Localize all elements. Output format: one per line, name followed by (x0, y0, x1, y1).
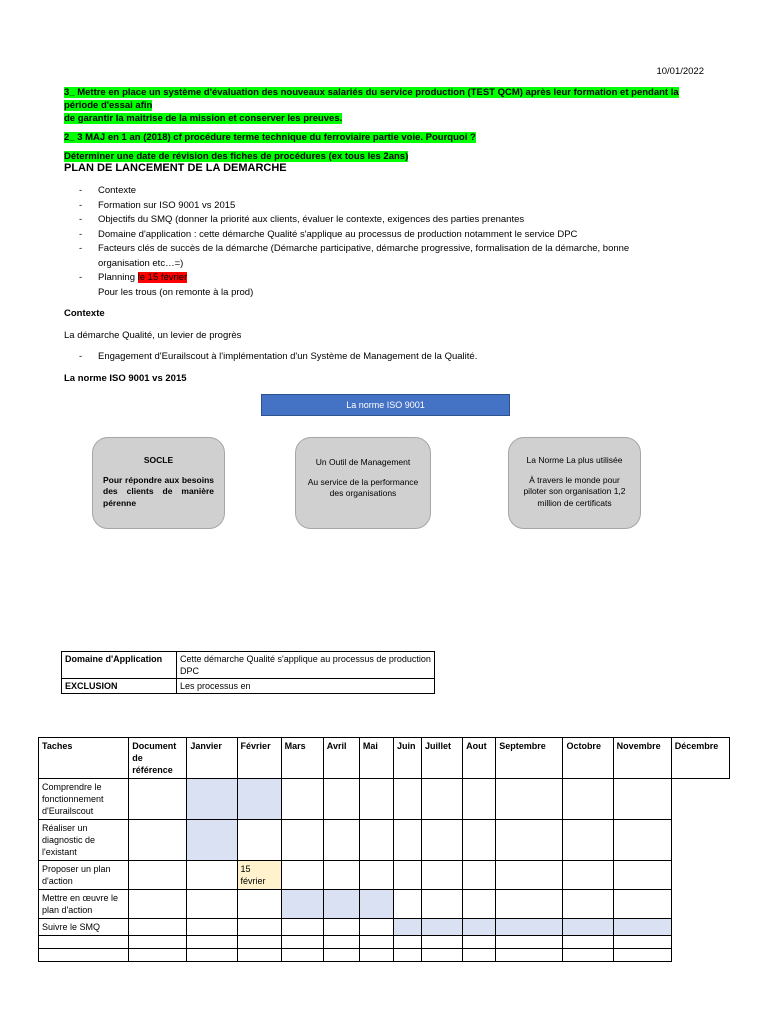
note-3: Déterminer une date de révision des fiches de procédures (ex tous les 2ans) (64, 151, 409, 162)
contexte-title: Contexte (64, 308, 105, 319)
schedule-cell (463, 779, 496, 820)
card-body: À travers le monde pour piloter son organisation 1,2 million de certificats (523, 474, 626, 508)
table-row (39, 936, 730, 949)
contexte-bullet: - Engagement d'Eurailscout à l'implémentation d'un Système de Management de la Qualité. (79, 351, 478, 362)
contexte-para: La démarche Qualité, un levier de progrès (64, 330, 242, 341)
schedule-cell (422, 949, 463, 962)
note-1-cont: de garantir la maitrise de la mission et conserver les preuves. (64, 113, 343, 124)
column-header: Mai (359, 738, 393, 779)
planning-table (38, 737, 730, 962)
schedule-cell (323, 820, 359, 861)
table-row (39, 949, 730, 962)
schedule-cell (237, 919, 281, 936)
note-1: 3_ Mettre en place un système d'évaluation des nouveaux salariés du service production (TEST QCM) après leur formation et pendant la période d'essai afin (64, 87, 679, 111)
schedule-cell (359, 779, 393, 820)
card-outil (295, 437, 431, 529)
task-cell (39, 936, 129, 949)
table-row (39, 919, 730, 936)
schedule-cell (463, 861, 496, 890)
plan-item: - Contexte (79, 185, 137, 196)
document-date: 10/01/2022 (656, 66, 704, 77)
schedule-cell (463, 936, 496, 949)
schedule-cell (563, 949, 613, 962)
schedule-cell (496, 820, 563, 861)
schedule-cell (422, 890, 463, 919)
column-header: Octobre (563, 738, 613, 779)
schedule-cell (187, 820, 237, 861)
table-cell: Les processus en (177, 679, 435, 694)
schedule-cell (393, 820, 421, 861)
schedule-cell (613, 949, 671, 962)
task-cell: Proposer un plan d'action (39, 861, 129, 890)
table-row (39, 820, 730, 861)
schedule-cell (187, 861, 237, 890)
schedule-cell (563, 820, 613, 861)
planning-highlight: le 15 février (137, 272, 188, 283)
table-row (62, 679, 435, 694)
schedule-cell (496, 936, 563, 949)
schedule-cell (281, 820, 323, 861)
schedule-cell (323, 861, 359, 890)
schedule-cell (422, 820, 463, 861)
plan-item: - Facteurs clés de succès de la démarche (Démarche participative, démarche progressive, formalisation de la démarche, bonne (79, 243, 630, 254)
schedule-cell (237, 820, 281, 861)
schedule-cell (323, 919, 359, 936)
schedule-cell (129, 936, 187, 949)
schedule-cell (129, 779, 187, 820)
card-body: Au service de la performance des organisations (307, 476, 419, 498)
schedule-cell (129, 919, 187, 936)
table-row (39, 779, 730, 820)
schedule-cell (281, 949, 323, 962)
schedule-cell (187, 949, 237, 962)
schedule-cell (613, 779, 671, 820)
schedule-cell (129, 861, 187, 890)
schedule-cell (393, 890, 421, 919)
schedule-cell (237, 890, 281, 919)
schedule-cell (129, 890, 187, 919)
card-body: Pour répondre aux besoins des clients de manière pérenne (103, 474, 214, 508)
table-cell: Cette démarche Qualité s'applique au processus de production DPC (177, 652, 435, 679)
column-header: Juin (393, 738, 421, 779)
note-2: 2_ 3 MAJ en 1 an (2018) cf procédure terme technique du ferroviaire partie voie. Pourquoi ? (64, 132, 476, 143)
schedule-cell (359, 949, 393, 962)
schedule-cell (359, 936, 393, 949)
schedule-cell (613, 890, 671, 919)
column-header: Juillet (422, 738, 463, 779)
card-socle (92, 437, 225, 529)
schedule-cell (496, 949, 563, 962)
column-header: Document de référence (129, 738, 187, 779)
schedule-cell (393, 936, 421, 949)
schedule-cell (422, 861, 463, 890)
schedule-cell (463, 949, 496, 962)
schedule-cell (187, 919, 237, 936)
column-header: Décembre (671, 738, 729, 779)
schedule-cell (237, 936, 281, 949)
column-header: Aout (463, 738, 496, 779)
schedule-cell (281, 919, 323, 936)
task-cell: Mettre en œuvre le plan d'action (39, 890, 129, 919)
schedule-cell (563, 890, 613, 919)
card-norme (508, 437, 641, 529)
schedule-cell (323, 936, 359, 949)
schedule-cell (281, 861, 323, 890)
schedule-cell (563, 936, 613, 949)
schedule-cell (463, 820, 496, 861)
schedule-cell (563, 779, 613, 820)
plan-list (64, 184, 724, 300)
column-header: Février (237, 738, 281, 779)
table-row (39, 890, 730, 919)
plan-item: - Formation sur ISO 9001 vs 2015 (79, 199, 236, 211)
norme-banner: La norme ISO 9001 (261, 394, 510, 416)
card-title: SOCLE (143, 455, 174, 465)
plan-item-planning: - Planning le 15 février (79, 272, 188, 283)
schedule-cell (359, 890, 393, 919)
task-cell (39, 949, 129, 962)
schedule-cell (187, 779, 237, 820)
schedule-cell (463, 890, 496, 919)
schedule-cell (496, 861, 563, 890)
schedule-cell (393, 861, 421, 890)
table-header-row (39, 738, 730, 779)
notes-block (64, 86, 704, 163)
schedule-cell (237, 949, 281, 962)
plan-item-sub: Pour les trous (on remonte à la prod) (98, 286, 254, 298)
schedule-cell (393, 779, 421, 820)
plan-item: - Domaine d'application : cette démarche Qualité s'applique au processus de production notamment le service DPC (79, 228, 578, 240)
schedule-cell (237, 779, 281, 820)
table-row (62, 652, 435, 679)
schedule-cell (496, 779, 563, 820)
schedule-cell (129, 820, 187, 861)
table-cell: Domaine d'Application (62, 652, 177, 679)
norme-heading: La norme ISO 9001 vs 2015 (64, 373, 187, 384)
schedule-cell (187, 890, 237, 919)
schedule-cell (422, 919, 463, 936)
plan-item-cont: organisation etc…=) (98, 257, 184, 269)
schedule-cell (613, 861, 671, 890)
schedule-cell (129, 949, 187, 962)
schedule-cell (359, 861, 393, 890)
schedule-cell (613, 936, 671, 949)
schedule-cell (323, 890, 359, 919)
schedule-cell (393, 949, 421, 962)
schedule-cell (281, 936, 323, 949)
schedule-cell (323, 779, 359, 820)
schedule-cell (323, 949, 359, 962)
plan-item: - Objectifs du SMQ (donner la priorité aux clients, évaluer le contexte, exigences des parties prenantes (79, 214, 525, 225)
plan-title: PLAN DE LANCEMENT DE LA DEMARCHE (64, 162, 287, 174)
domaine-table (61, 651, 435, 694)
schedule-cell (393, 919, 421, 936)
table-cell: EXCLUSION (62, 679, 177, 694)
column-header: Novembre (613, 738, 671, 779)
schedule-cell (187, 936, 237, 949)
task-cell: Réaliser un diagnostic de l'existant (39, 820, 129, 861)
column-header: Septembre (496, 738, 563, 779)
card-title: La Norme La plus utilisée (526, 455, 623, 465)
schedule-cell (359, 919, 393, 936)
schedule-cell (422, 936, 463, 949)
schedule-cell (359, 820, 393, 861)
schedule-cell (281, 890, 323, 919)
schedule-cell (613, 919, 671, 936)
column-header: Janvier (187, 738, 237, 779)
schedule-cell (613, 820, 671, 861)
column-header: Mars (281, 738, 323, 779)
column-header: Avril (323, 738, 359, 779)
schedule-cell (463, 919, 496, 936)
schedule-cell (496, 890, 563, 919)
schedule-cell (563, 861, 613, 890)
table-row (39, 861, 730, 890)
card-title: Un Outil de Management (315, 457, 411, 467)
column-header: Taches (39, 738, 129, 779)
task-cell: Suivre le SMQ (39, 919, 129, 936)
schedule-cell (563, 919, 613, 936)
schedule-cell (422, 779, 463, 820)
schedule-cell: 15 février (237, 861, 281, 890)
task-cell: Comprendre le fonctionnement d'Eurailscout (39, 779, 129, 820)
schedule-cell (281, 779, 323, 820)
schedule-cell (496, 919, 563, 936)
